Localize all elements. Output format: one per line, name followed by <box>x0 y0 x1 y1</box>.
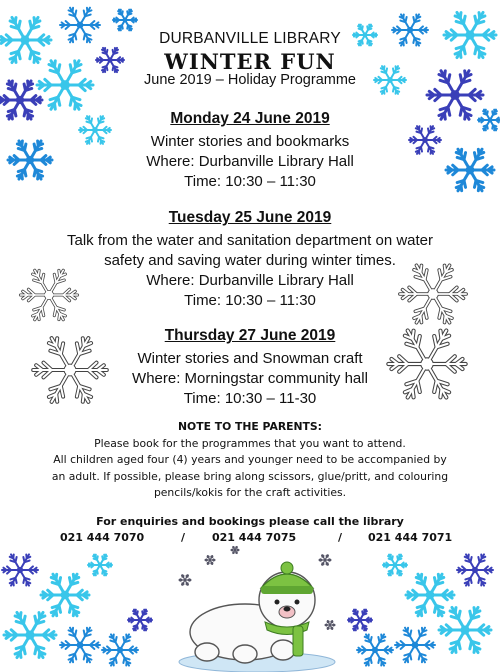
notes-line: an adult. If possible, please bring along scissors, glue/pritt, and colouring <box>51 469 449 483</box>
event-tuesday <box>0 208 500 311</box>
event-time: Time: 10:30 – 11:30 <box>184 292 316 309</box>
event-day: Tuesday 25 June 2019 <box>168 209 332 226</box>
phone-number-2: 021 444 7075 <box>212 531 297 544</box>
phone-number-3: 021 444 7071 <box>368 531 453 544</box>
event-description: safety and saving water during winter times. <box>104 252 396 269</box>
event-venue: Where: Morningstar community hall <box>132 370 368 387</box>
phone-separator: / <box>338 531 343 544</box>
library-name: DURBANVILLE LIBRARY <box>159 30 341 47</box>
phone-separator: / <box>181 531 186 544</box>
programme-subtitle: June 2019 – Holiday Programme <box>144 72 356 88</box>
notes-heading: NOTE TO THE PARENTS: <box>177 420 322 433</box>
notes-line: Please book for the programmes that you want to attend. <box>94 436 406 450</box>
polar-bear-illustration <box>175 540 340 672</box>
event-venue: Where: Durbanville Library Hall <box>146 272 354 289</box>
enquiries-text: For enquiries and bookings please call the library <box>96 515 404 528</box>
notes-line: All children aged four (4) years and younger need to be accompanied by <box>53 453 447 466</box>
phone-number-1: 021 444 7070 <box>60 531 145 544</box>
event-thursday <box>0 326 500 409</box>
event-venue: Where: Durbanville Library Hall <box>146 153 354 170</box>
event-time: Time: 10:30 – 11:30 <box>184 173 316 190</box>
snowflake-corner-bottom-right <box>335 525 500 672</box>
parent-notes <box>30 419 470 502</box>
page-title: WINTER FUN <box>164 49 336 74</box>
event-description: Winter stories and bookmarks <box>150 133 350 150</box>
notes-line: pencils/kokis for the craft activities. <box>153 486 347 499</box>
event-time: Time: 10:30 – 11-30 <box>183 390 317 407</box>
event-description: Winter stories and Snowman craft <box>137 350 363 367</box>
event-day: Thursday 27 June 2019 <box>164 327 336 344</box>
event-description: Talk from the water and sanitation department on water <box>66 232 434 249</box>
snowflake-corner-bottom-left <box>0 525 170 672</box>
event-day: Monday 24 June 2019 <box>170 110 330 127</box>
event-monday <box>0 109 500 192</box>
